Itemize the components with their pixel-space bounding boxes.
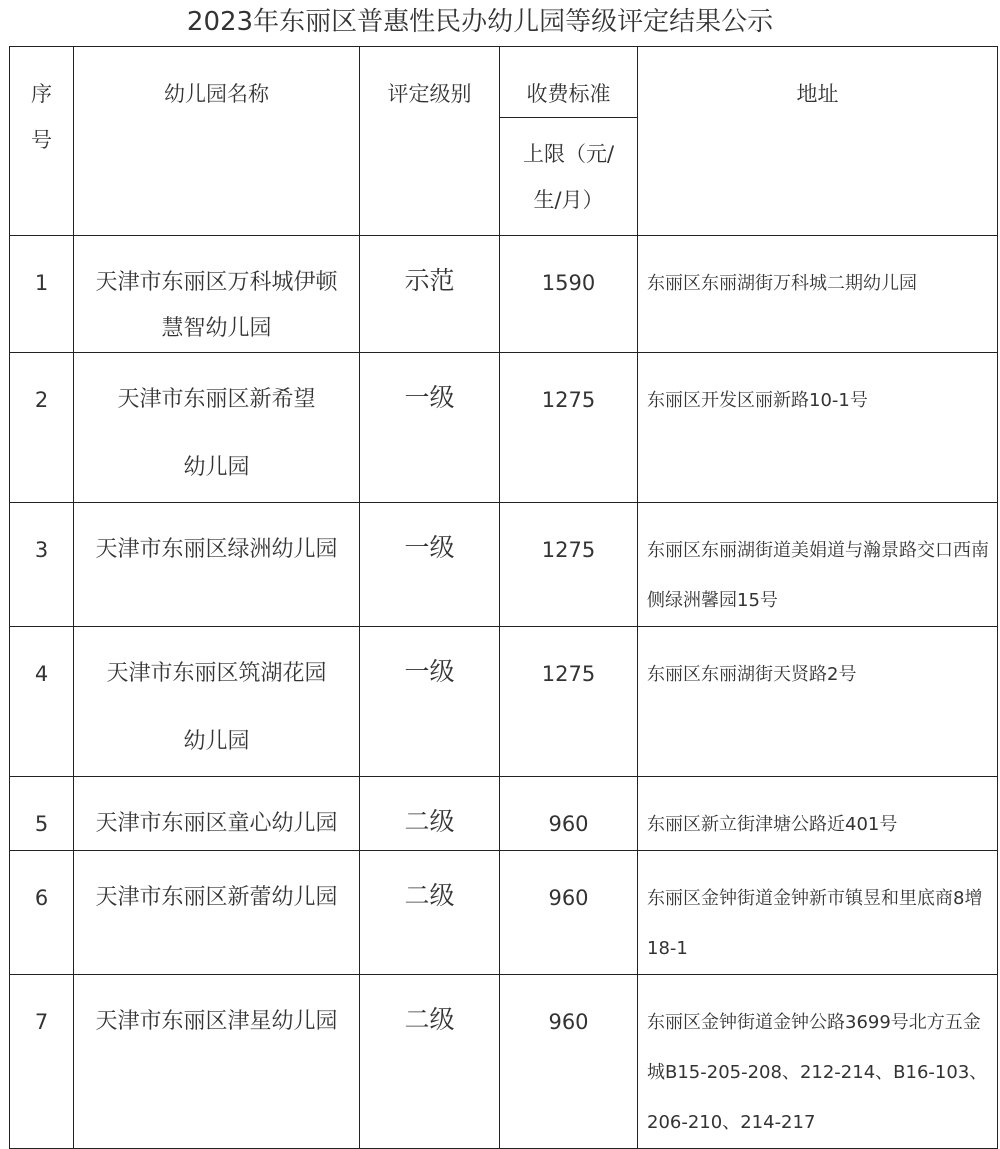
header-name-cell <box>74 47 360 236</box>
row-address: 东丽区东丽湖街万科城二期幼儿园 <box>647 273 917 294</box>
row-fee: 1275 <box>541 388 596 412</box>
table-row <box>10 975 998 1149</box>
row-name: 天津市东丽区筑湖花园幼儿园 <box>106 661 327 754</box>
header-name: 幼儿园名称 <box>164 82 269 106</box>
row-address: 东丽区金钟街道金钟新市镇昱和里底商8增18-1 <box>647 888 983 959</box>
row-name: 天津市东丽区津星幼儿园 <box>95 1009 338 1034</box>
row-fee: 960 <box>548 1010 589 1034</box>
row-level: 示范 <box>404 266 455 295</box>
table-row <box>10 777 998 851</box>
row-no: 5 <box>34 812 49 836</box>
header-level: 评定级别 <box>387 82 472 106</box>
row-fee: 1590 <box>541 271 596 295</box>
row-address: 东丽区金钟街道金钟公路3699号北方五金城B15-205-208、212-214、B16-103、206-210、214-217 <box>647 1012 988 1133</box>
page-title: 2023年东丽区普惠性民办幼儿园等级评定结果公示 <box>186 7 774 37</box>
row-address: 东丽区东丽湖街天贤路2号 <box>647 664 857 685</box>
row-name: 天津市东丽区新蕾幼儿园 <box>95 885 338 910</box>
header-fee-cell <box>500 47 638 118</box>
row-fee: 1275 <box>541 662 596 686</box>
row-no: 1 <box>34 271 49 295</box>
header-no: 序号 <box>31 82 52 152</box>
row-name: 天津市东丽区童心幼儿园 <box>95 811 338 836</box>
table-row <box>10 851 998 975</box>
row-no: 7 <box>34 1010 49 1034</box>
row-level: 一级 <box>404 383 455 412</box>
row-address: 东丽区开发区丽新路10-1号 <box>647 390 868 411</box>
row-no: 2 <box>34 388 49 412</box>
results-table <box>9 46 998 1149</box>
row-level: 二级 <box>404 881 455 910</box>
row-fee: 1275 <box>541 538 596 562</box>
row-level: 一级 <box>404 533 455 562</box>
row-no: 6 <box>34 886 49 910</box>
row-name: 天津市东丽区绿洲幼儿园 <box>95 537 338 562</box>
header-fee-sub-cell <box>500 118 638 236</box>
row-level: 一级 <box>404 657 455 686</box>
header-row <box>10 47 998 118</box>
row-fee: 960 <box>548 812 589 836</box>
table-row <box>10 353 998 503</box>
header-address-cell <box>638 47 998 236</box>
row-no: 3 <box>34 538 49 562</box>
row-address: 东丽区东丽湖街道美娟道与瀚景路交口西南侧绿洲馨园15号 <box>647 540 989 611</box>
row-address: 东丽区新立街津塘公路近401号 <box>647 814 898 835</box>
row-name: 天津市东丽区万科城伊顿慧智幼儿园 <box>95 270 338 341</box>
header-fee-sub: 上限（元/生/月） <box>522 142 615 212</box>
row-fee: 960 <box>548 886 589 910</box>
header-fee: 收费标准 <box>526 82 611 106</box>
table-row <box>10 503 998 627</box>
row-name: 天津市东丽区新希望幼儿园 <box>117 387 316 480</box>
row-level: 二级 <box>404 807 455 836</box>
header-no-cell <box>10 47 74 236</box>
header-address: 地址 <box>796 82 839 106</box>
header-level-cell <box>360 47 500 236</box>
table-row <box>10 627 998 777</box>
table-row <box>10 236 998 353</box>
row-no: 4 <box>34 662 49 686</box>
row-level: 二级 <box>404 1005 455 1034</box>
